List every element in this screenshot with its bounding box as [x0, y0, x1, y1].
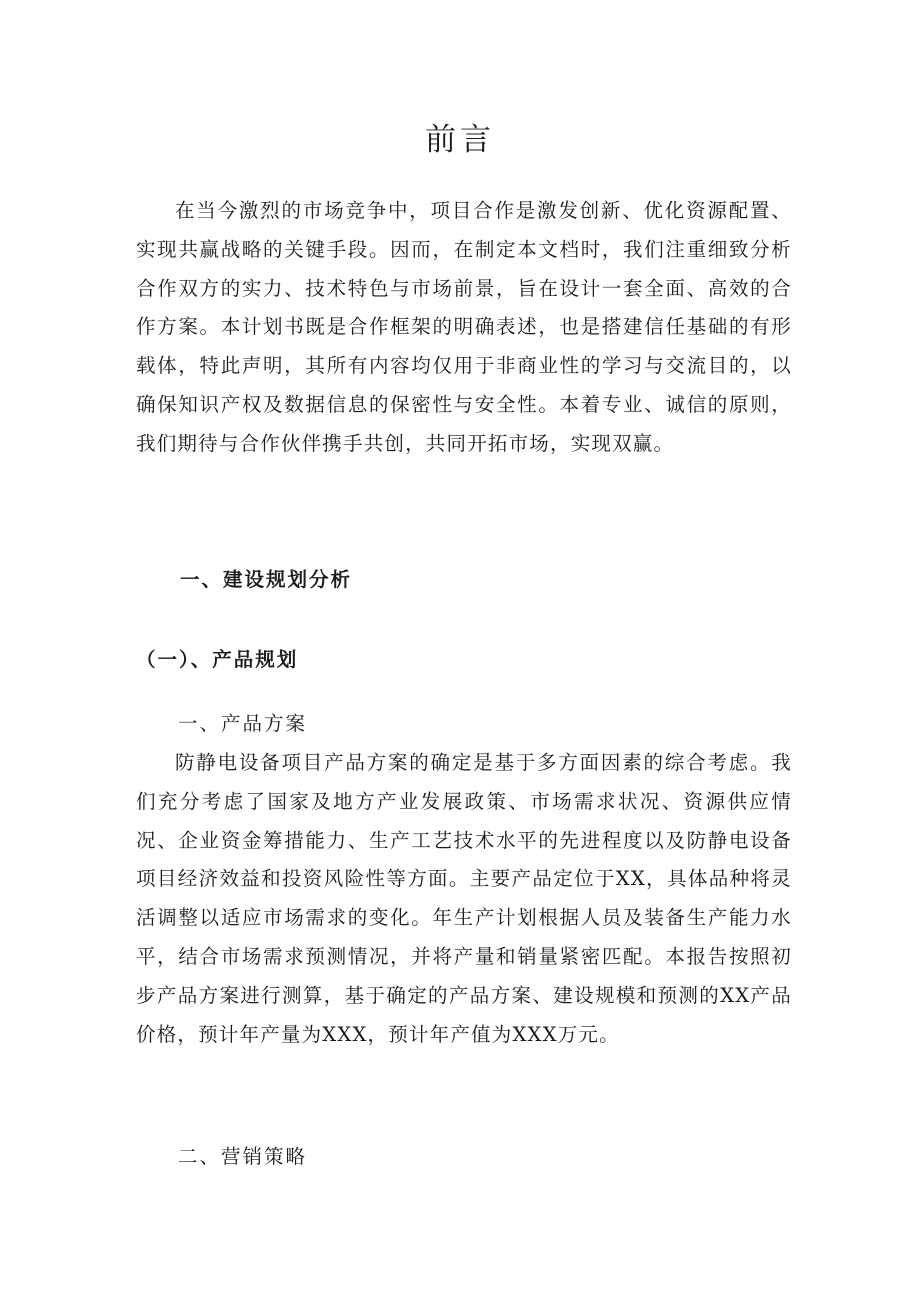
document-title: 前言	[425, 122, 495, 158]
subsection-heading: （一）、产品规划	[136, 648, 299, 671]
item-heading-product-plan: 一、产品方案	[178, 712, 308, 735]
product-plan-paragraph: 防静电设备项目产品方案的确定是基于多方面因素的综合考虑。我们充分考虑了国家及地方产业发展政策、市场需求状况、资源供应情况、企业资金筹措能力、生产工艺技术水平的先进程度以及防静电设备项目经济效益和投资风险性等方面。主要产品定位于XX，具体品种将灵活调整以适应市场需求的变化。年生产计划根据人员及装备生产能力水平，结合市场需求预测情况，并将产量和销量紧密匹配。本报告按照初步产品方案进行测算，基于确定的产品方案、建设规模和预测的XX产品价格，预计年产量为XXX，预计年产值为XXX万元。	[136, 751, 792, 1046]
preface-paragraph: 在当今激烈的市场竞争中，项目合作是激发创新、优化资源配置、实现共赢战略的关键手段。因而，在制定本文档时，我们注重细致分析合作双方的实力、技术特色与市场前景，旨在设计一套全面、高效的合作方案。本计划书既是合作框架的明确表述，也是搭建信任基础的有形载体，特此声明，其所有内容均仅用于非商业性的学习与交流目的，以确保知识产权及数据信息的保密性与安全性。本着专业、诚信的原则，我们期待与合作伙伴携手共创，共同开拓市场，实现双赢。	[136, 199, 792, 455]
section-heading: 一、建设规划分析	[180, 568, 353, 591]
item-heading-marketing-strategy: 二、营销策略	[178, 1145, 308, 1168]
